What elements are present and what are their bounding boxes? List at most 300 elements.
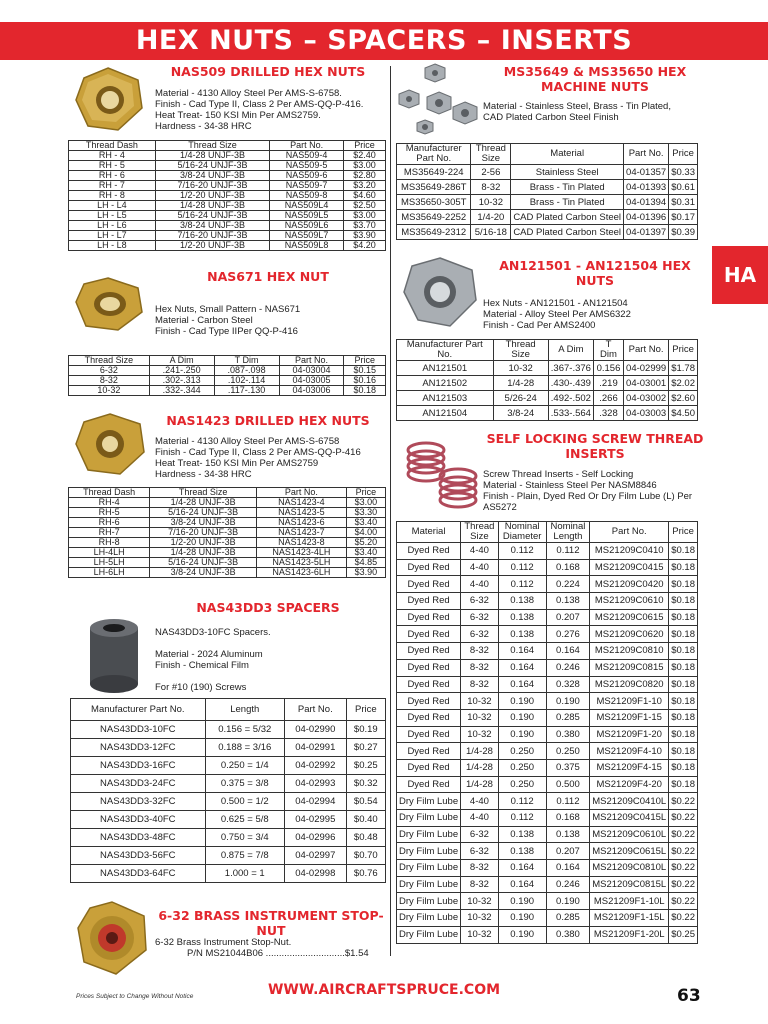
table-cell: 0.112	[498, 576, 546, 593]
table-cell: NAS1423-6	[257, 518, 347, 528]
nas509-table-wrap	[68, 140, 386, 251]
table-cell: MS35649-2312	[397, 225, 471, 240]
table-row	[71, 829, 386, 847]
table-cell: NAS509L8	[270, 241, 344, 251]
column-header: Thread Size	[150, 488, 257, 498]
table-cell: NAS1423-5	[257, 508, 347, 518]
inserts-title: SELF LOCKING SCREW THREAD INSERTS	[486, 431, 704, 461]
table-cell: 0.112	[498, 559, 546, 576]
column-header: Price	[344, 356, 386, 366]
table-cell: 10-32	[461, 693, 499, 710]
table-cell: Dry Film Lube	[397, 876, 461, 893]
table-cell: Dry Film Lube	[397, 893, 461, 910]
nas509-title: NAS509 DRILLED HEX NUTS	[170, 64, 366, 79]
table-cell: LH - L7	[69, 231, 156, 241]
table-row	[397, 391, 698, 406]
table-cell: NAS43DD3-32FC	[71, 793, 206, 811]
table-cell: $0.70	[346, 847, 385, 865]
table-cell: Dry Film Lube	[397, 810, 461, 827]
table-row	[397, 659, 698, 676]
table-cell: 5/16-24 UNJF-3B	[155, 161, 269, 171]
inserts-table-wrap	[396, 521, 698, 944]
table-cell: 0.250	[546, 743, 590, 760]
table-cell: 04-02994	[284, 793, 346, 811]
table-cell: MS21209C0410L	[590, 793, 669, 810]
table-cell: 1/4-28	[461, 743, 499, 760]
column-header: Nominal Diameter	[498, 522, 546, 543]
table-cell: 8-32	[471, 180, 511, 195]
table-cell: 04-01357	[624, 165, 669, 180]
table-row	[397, 876, 698, 893]
table-cell: NAS509-5	[270, 161, 344, 171]
table-cell: NAS509L5	[270, 211, 344, 221]
table-row	[397, 860, 698, 877]
table-cell: 10-32	[461, 726, 499, 743]
table-cell: $0.18	[669, 609, 698, 626]
inserts-table	[396, 521, 698, 944]
table-cell: $0.40	[346, 811, 385, 829]
table-cell: 0.190	[546, 693, 590, 710]
brass-hex-nut-icon	[70, 274, 148, 334]
table-row	[71, 757, 386, 775]
table-cell: NAS509-4	[270, 151, 344, 161]
table-row	[69, 221, 386, 231]
table-cell: $4.60	[344, 191, 386, 201]
table-cell: 1/4-28 UNJF-3B	[150, 498, 257, 508]
table-cell: $0.22	[669, 893, 698, 910]
table-cell: 4-40	[461, 793, 499, 810]
table-cell: 0.138	[498, 826, 546, 843]
table-cell: NAS1423-4LH	[257, 548, 347, 558]
table-cell: 04-01394	[624, 195, 669, 210]
table-cell: $0.16	[344, 376, 386, 386]
table-cell: 0.112	[498, 793, 546, 810]
table-cell: MS21209F1-15	[590, 709, 669, 726]
table-cell: 0.164	[498, 643, 546, 660]
table-cell: $0.61	[669, 180, 698, 195]
table-cell: MS21209F1-20L	[590, 926, 669, 943]
table-cell: RH-6	[69, 518, 150, 528]
table-cell: 04-03001	[624, 376, 669, 391]
table-cell: 0.380	[546, 926, 590, 943]
table-row	[397, 406, 698, 421]
table-cell: .430-.439	[548, 376, 593, 391]
table-cell: $0.22	[669, 860, 698, 877]
table-cell: 6-32	[461, 826, 499, 843]
table-cell: 0.168	[546, 810, 590, 827]
table-cell: 04-01396	[624, 210, 669, 225]
table-cell: 0.156	[593, 361, 623, 376]
column-header: Thread Size	[493, 340, 548, 361]
table-cell: 0.224	[546, 576, 590, 593]
column-header: Part No.	[270, 141, 344, 151]
table-header-row	[69, 141, 386, 151]
table-cell: $5.20	[346, 538, 385, 548]
table-cell: RH - 5	[69, 161, 156, 171]
table-cell: 0.164	[498, 676, 546, 693]
table-cell: 6-32	[461, 626, 499, 643]
table-cell: Brass - Tin Plated	[511, 180, 624, 195]
table-row	[69, 231, 386, 241]
column-header: Part No.	[624, 144, 669, 165]
table-cell: $0.22	[669, 810, 698, 827]
table-row	[69, 241, 386, 251]
table-cell: 0.164	[546, 643, 590, 660]
column-header: Price	[669, 522, 698, 543]
column-header: Manufacturer Part No.	[397, 144, 471, 165]
table-cell: 8-32	[461, 876, 499, 893]
table-row	[397, 793, 698, 810]
table-row	[397, 693, 698, 710]
table-cell: NAS43DD3-56FC	[71, 847, 206, 865]
table-cell: 1/4-28	[461, 759, 499, 776]
table-cell: AN121503	[397, 391, 494, 406]
table-row	[69, 376, 386, 386]
column-header: Part No.	[590, 522, 669, 543]
table-cell: 0.875 = 7/8	[205, 847, 284, 865]
table-cell: Dry Film Lube	[397, 860, 461, 877]
table-cell: $0.18	[669, 659, 698, 676]
table-cell: 3/8-24 UNJF-3B	[150, 568, 257, 578]
table-cell: LH - L8	[69, 241, 156, 251]
table-row	[397, 676, 698, 693]
ms35649-title: MS35649 & MS35650 HEX MACHINE NUTS	[503, 64, 687, 94]
column-header: Part No.	[284, 699, 346, 721]
table-row	[69, 191, 386, 201]
table-cell: RH-4	[69, 498, 150, 508]
column-header: Thread Size	[155, 141, 269, 151]
table-cell: 4-40	[461, 559, 499, 576]
table-cell: Stainless Steel	[511, 165, 624, 180]
brass-hex-nut-icon	[70, 410, 150, 480]
table-row	[69, 508, 386, 518]
table-cell: 0.625 = 5/8	[205, 811, 284, 829]
table-cell: 1/2-20 UNJF-3B	[155, 241, 269, 251]
table-row	[397, 910, 698, 927]
table-cell: Dyed Red	[397, 743, 461, 760]
table-cell: $0.15	[344, 366, 386, 376]
table-cell: $4.50	[669, 406, 698, 421]
column-header: Price	[346, 488, 385, 498]
table-row	[397, 810, 698, 827]
section-tab[interactable]: HA	[712, 246, 768, 304]
table-cell: 7/16-20 UNJF-3B	[150, 528, 257, 538]
brass-hex-nut-icon	[68, 64, 150, 142]
table-cell: 8-32	[69, 376, 150, 386]
table-cell: MS21209C0415L	[590, 810, 669, 827]
table-cell: $0.25	[669, 926, 698, 943]
table-cell: 04-03005	[279, 376, 344, 386]
table-cell: .533-.564	[548, 406, 593, 421]
table-cell: LH-5LH	[69, 558, 150, 568]
table-row	[397, 709, 698, 726]
table-cell: 0.190	[498, 693, 546, 710]
table-cell: .117-.130	[214, 386, 279, 396]
table-cell: $0.54	[346, 793, 385, 811]
table-cell: 0.190	[498, 910, 546, 927]
nas1423-table	[68, 487, 386, 578]
table-cell: 04-03004	[279, 366, 344, 376]
table-cell: 3/8-24 UNJF-3B	[155, 171, 269, 181]
table-cell: $0.18	[669, 726, 698, 743]
table-row	[397, 926, 698, 943]
table-cell: $4.85	[346, 558, 385, 568]
table-cell: NAS43DD3-40FC	[71, 811, 206, 829]
table-cell: .241-.250	[149, 366, 214, 376]
table-cell: RH - 8	[69, 191, 156, 201]
nas43dd3-table-wrap	[70, 698, 386, 883]
table-cell: 0.168	[546, 559, 590, 576]
table-cell: 0.138	[498, 593, 546, 610]
table-cell: Dyed Red	[397, 759, 461, 776]
table-cell: RH-7	[69, 528, 150, 538]
table-cell: $3.20	[344, 181, 386, 191]
table-cell: LH - L4	[69, 201, 156, 211]
table-cell: Dyed Red	[397, 659, 461, 676]
table-cell: 0.285	[546, 709, 590, 726]
stopnut-description: 6-32 Brass Instrument Stop-Nut. P/N MS21044B06 ..............................$1.54	[155, 937, 369, 959]
table-cell: Dyed Red	[397, 676, 461, 693]
table-cell: 8-32	[461, 643, 499, 660]
table-cell: MS21209C0815	[590, 659, 669, 676]
table-row	[69, 211, 386, 221]
table-cell: $2.80	[344, 171, 386, 181]
table-row	[69, 201, 386, 211]
nas671-table-wrap	[68, 355, 386, 396]
table-cell: $0.18	[669, 776, 698, 793]
table-cell: $0.18	[669, 543, 698, 560]
table-cell: $0.33	[669, 165, 698, 180]
table-row	[397, 361, 698, 376]
table-cell: $0.18	[669, 626, 698, 643]
table-cell: 1/4-28	[461, 776, 499, 793]
column-header: Price	[669, 340, 698, 361]
table-cell: RH - 7	[69, 181, 156, 191]
table-cell: 10-32	[461, 709, 499, 726]
table-cell: AN121501	[397, 361, 494, 376]
steel-hex-nut-icon	[395, 62, 481, 140]
table-cell: NAS1423-6LH	[257, 568, 347, 578]
stopnut-title: 6-32 BRASS INSTRUMENT STOP-NUT	[158, 908, 384, 938]
table-row	[69, 161, 386, 171]
nas671-title: NAS671 HEX NUT	[207, 269, 329, 284]
ms35649-description: Material - Stainless Steel, Brass - Tin Plated, CAD Plated Carbon Steel Finish	[483, 101, 671, 123]
table-cell: 0.156 = 5/32	[205, 721, 284, 739]
table-cell: NAS1423-5LH	[257, 558, 347, 568]
table-cell: 0.500 = 1/2	[205, 793, 284, 811]
table-row	[69, 171, 386, 181]
table-cell: 0.375 = 3/8	[205, 775, 284, 793]
table-cell: NAS43DD3-10FC	[71, 721, 206, 739]
stop-nut-icon	[72, 898, 152, 978]
table-cell: NAS509L6	[270, 221, 344, 231]
table-cell: 04-03003	[624, 406, 669, 421]
table-row	[69, 548, 386, 558]
table-cell: 0.250 = 1/4	[205, 757, 284, 775]
table-cell: 0.375	[546, 759, 590, 776]
table-row	[69, 538, 386, 548]
table-cell: 04-02992	[284, 757, 346, 775]
table-row	[71, 847, 386, 865]
table-cell: $0.18	[669, 593, 698, 610]
column-header: Material	[511, 144, 624, 165]
table-cell: NAS1423-4	[257, 498, 347, 508]
nas43dd3-title: NAS43DD3 SPACERS	[196, 600, 340, 615]
table-row	[397, 195, 698, 210]
table-cell: MS21209F4-20	[590, 776, 669, 793]
table-row	[397, 743, 698, 760]
table-row	[397, 893, 698, 910]
table-cell: 0.138	[546, 593, 590, 610]
table-row	[69, 386, 386, 396]
column-header: Thread Size	[471, 144, 511, 165]
table-cell: $2.60	[669, 391, 698, 406]
table-row	[397, 826, 698, 843]
table-cell: $0.18	[669, 643, 698, 660]
table-row	[397, 180, 698, 195]
table-cell: MS21209F1-15L	[590, 910, 669, 927]
table-cell: AN121504	[397, 406, 494, 421]
table-cell: 0.250	[498, 759, 546, 776]
table-cell: .087-.098	[214, 366, 279, 376]
table-cell: $0.18	[669, 693, 698, 710]
table-cell: 0.246	[546, 659, 590, 676]
table-cell: 6-32	[69, 366, 150, 376]
table-header-row	[69, 488, 386, 498]
table-cell: 04-02998	[284, 865, 346, 883]
table-cell: MS21209C0810L	[590, 860, 669, 877]
page-number: 63	[677, 986, 701, 1006]
table-cell: LH-4LH	[69, 548, 150, 558]
table-cell: MS35650-305T	[397, 195, 471, 210]
table-row	[397, 609, 698, 626]
column-header: Manufacturer Part No.	[397, 340, 494, 361]
table-cell: 0.190	[498, 926, 546, 943]
table-header-row	[397, 144, 698, 165]
table-cell: .102-.114	[214, 376, 279, 386]
table-cell: $0.39	[669, 225, 698, 240]
table-cell: Dry Film Lube	[397, 826, 461, 843]
table-cell: 7/16-20 UNJF-3B	[155, 181, 269, 191]
table-cell: Brass - Tin Plated	[511, 195, 624, 210]
table-cell: 04-02990	[284, 721, 346, 739]
table-cell: 0.246	[546, 876, 590, 893]
table-cell: 3/8-24 UNJF-3B	[150, 518, 257, 528]
table-cell: 04-02991	[284, 739, 346, 757]
table-cell: NAS43DD3-16FC	[71, 757, 206, 775]
table-cell: $0.22	[669, 826, 698, 843]
table-cell: 1.000 = 1	[205, 865, 284, 883]
ms35649-table-wrap	[396, 143, 698, 240]
table-cell: $4.20	[344, 241, 386, 251]
table-cell: 5/16-18	[471, 225, 511, 240]
price-disclaimer: Prices Subject to Change Without Notice	[76, 993, 194, 1000]
table-cell: RH - 4	[69, 151, 156, 161]
website-link[interactable]: WWW.AIRCRAFTSPRUCE.COM	[267, 982, 501, 998]
column-header: T Dim	[214, 356, 279, 366]
column-header: Price	[346, 699, 385, 721]
table-row	[397, 543, 698, 560]
table-cell: .302-.313	[149, 376, 214, 386]
column-header: Manufacturer Part No.	[71, 699, 206, 721]
table-cell: $4.00	[346, 528, 385, 538]
column-header: A Dim	[149, 356, 214, 366]
table-cell: $2.02	[669, 376, 698, 391]
table-cell: 1/4-28 UNJF-3B	[150, 548, 257, 558]
table-cell: 04-03006	[279, 386, 344, 396]
column-header: Thread Dash	[69, 141, 156, 151]
table-row	[397, 776, 698, 793]
table-cell: 0.190	[498, 893, 546, 910]
table-header-row	[397, 340, 698, 361]
table-cell: Dry Film Lube	[397, 910, 461, 927]
table-row	[397, 576, 698, 593]
inserts-description: Screw Thread Inserts - Self Locking Material - Stainless Steel Per NASM8846 Finish - Plain, Dyed Red Or Dry Film Lube (L) Per AS5272	[483, 469, 693, 513]
table-row	[71, 775, 386, 793]
table-cell: $0.18	[669, 559, 698, 576]
table-cell: $3.00	[344, 211, 386, 221]
table-cell: 5/16-24 UNJF-3B	[150, 508, 257, 518]
table-cell: LH-6LH	[69, 568, 150, 578]
table-cell: 0.207	[546, 609, 590, 626]
table-cell: 8-32	[461, 676, 499, 693]
table-cell: 0.164	[498, 876, 546, 893]
table-cell: MS21209C0610L	[590, 826, 669, 843]
column-header: Part No.	[624, 340, 669, 361]
table-cell: RH-5	[69, 508, 150, 518]
table-cell: 4-40	[461, 810, 499, 827]
table-header-row	[69, 356, 386, 366]
table-cell: $0.18	[669, 759, 698, 776]
table-cell: 1/4-28 UNJF-3B	[155, 151, 269, 161]
table-cell: $3.00	[346, 498, 385, 508]
column-header: Thread Size	[461, 522, 499, 543]
table-cell: $0.76	[346, 865, 385, 883]
table-cell: 0.164	[498, 659, 546, 676]
table-cell: Dyed Red	[397, 693, 461, 710]
table-row	[69, 518, 386, 528]
table-cell: 0.138	[498, 626, 546, 643]
table-cell: 1/4-20	[471, 210, 511, 225]
table-cell: $0.18	[669, 709, 698, 726]
table-cell: 5/16-24 UNJF-3B	[155, 211, 269, 221]
table-cell: 04-02993	[284, 775, 346, 793]
table-cell: MS21209C0610	[590, 593, 669, 610]
table-cell: RH - 6	[69, 171, 156, 181]
table-cell: Dyed Red	[397, 543, 461, 560]
table-cell: 0.112	[546, 793, 590, 810]
table-cell: .492-.502	[548, 391, 593, 406]
page-banner: HEX NUTS – SPACERS – INSERTS	[0, 22, 768, 60]
table-cell: $0.22	[669, 876, 698, 893]
table-cell: 1/4-28 UNJF-3B	[155, 201, 269, 211]
table-cell: MS21209F1-10	[590, 693, 669, 710]
table-cell: 0.285	[546, 910, 590, 927]
table-cell: $0.17	[669, 210, 698, 225]
column-header: Material	[397, 522, 461, 543]
nas509-table	[68, 140, 386, 251]
table-cell: 0.276	[546, 626, 590, 643]
table-cell: 0.164	[546, 860, 590, 877]
table-row	[69, 366, 386, 376]
table-cell: $0.18	[669, 676, 698, 693]
column-header: Part No.	[257, 488, 347, 498]
table-cell: MS21209F4-15	[590, 759, 669, 776]
table-row	[397, 210, 698, 225]
table-cell: MS21209C0815L	[590, 876, 669, 893]
thread-insert-icon	[400, 436, 482, 510]
table-cell: 0.207	[546, 843, 590, 860]
